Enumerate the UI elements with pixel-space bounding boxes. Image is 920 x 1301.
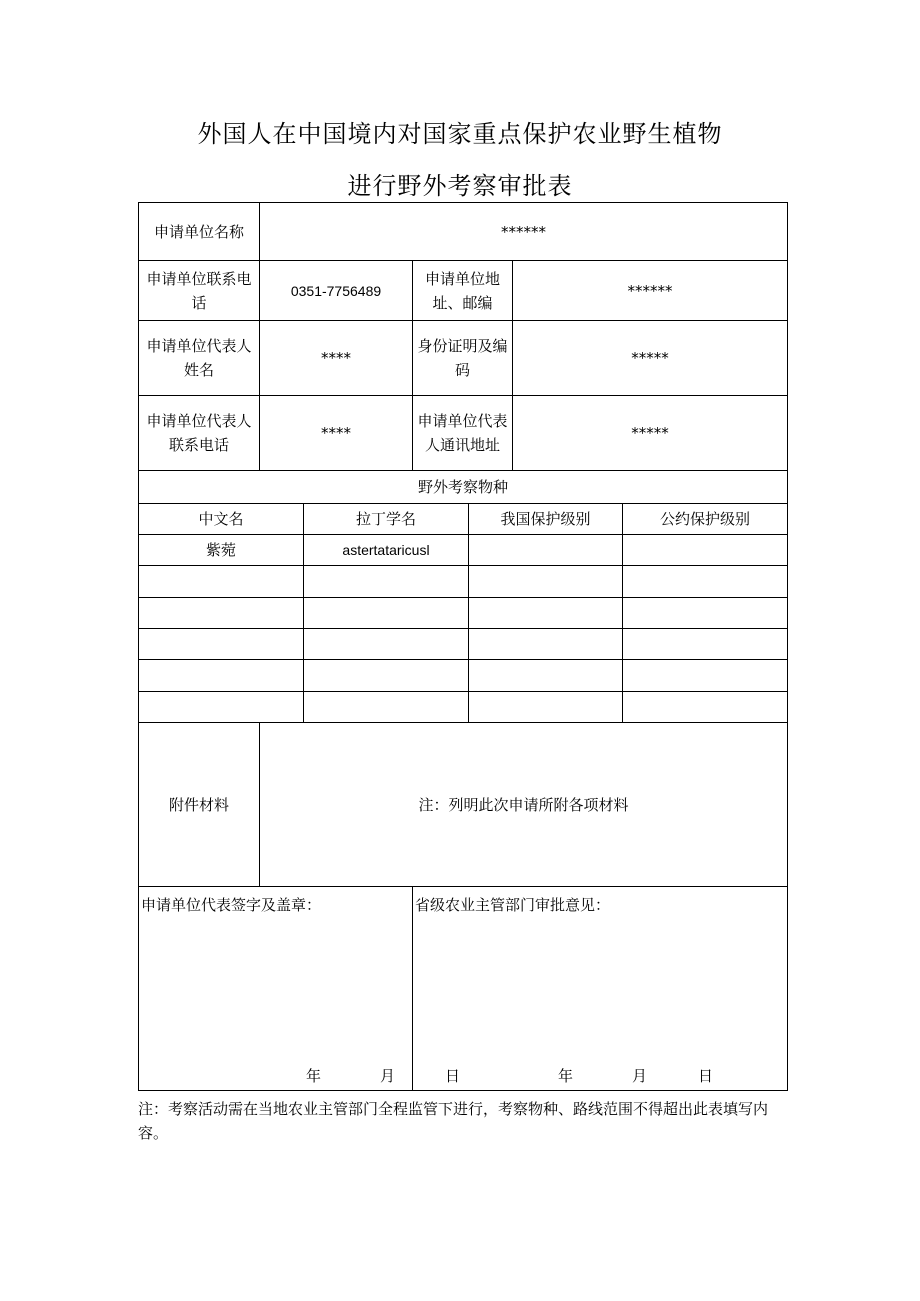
phone-label: 申请单位联系电话	[139, 261, 260, 321]
species-cell	[623, 692, 788, 723]
species-cell	[139, 629, 304, 660]
rep-name-label: 申请单位代表人姓名	[139, 321, 260, 396]
species-cell	[304, 629, 469, 660]
attachments-label: 附件材料	[139, 723, 260, 887]
table-row	[139, 629, 788, 660]
species-cell	[304, 692, 469, 723]
applicant-signature-label: 申请单位代表签字及盖章：	[141, 896, 322, 914]
approval-opinion-cell	[413, 887, 788, 1091]
signature-month: 月	[380, 1067, 396, 1085]
table-row	[139, 566, 788, 598]
species-cell	[139, 660, 304, 692]
footnote: 注：考察活动需在当地农业主管部门全程监管下进行，考察物种、路线范围不得超出此表填写内容。	[138, 1100, 769, 1142]
species-header-national-level: 我国保护级别	[469, 504, 623, 535]
species-cell	[469, 660, 623, 692]
species-section-title: 野外考察物种	[139, 471, 788, 504]
rep-phone-label: 申请单位代表人联系电话	[139, 396, 260, 471]
signature-year: 年	[306, 1067, 322, 1085]
species-cell	[469, 598, 623, 629]
address-value: ******	[513, 261, 788, 321]
approval-form-table	[138, 202, 788, 1091]
species-cell	[304, 566, 469, 598]
approval-day: 日	[698, 1067, 714, 1085]
id-value: *****	[513, 321, 788, 396]
table-row	[139, 535, 788, 566]
species-cell	[139, 598, 304, 629]
species-header-latin-name: 拉丁学名	[304, 504, 469, 535]
species-cell	[469, 535, 623, 566]
approval-year: 年	[558, 1067, 574, 1085]
rep-address-label: 申请单位代表人通讯地址	[413, 396, 513, 471]
signature-day: 日	[445, 1067, 461, 1085]
rep-name-value: ****	[260, 321, 413, 396]
species-header-chinese-name: 中文名	[139, 504, 304, 535]
species-cell	[623, 566, 788, 598]
species-cell: 紫菀	[139, 535, 304, 566]
approval-opinion-label: 省级农业主管部门审批意见：	[415, 896, 611, 914]
table-row	[139, 660, 788, 692]
rep-phone-value: ****	[260, 396, 413, 471]
table-row	[139, 692, 788, 723]
species-cell	[469, 566, 623, 598]
species-cell	[139, 692, 304, 723]
species-cell	[469, 692, 623, 723]
species-cell	[623, 660, 788, 692]
id-label: 身份证明及编码	[413, 321, 513, 396]
phone-value: 0351-7756489	[260, 261, 413, 321]
table-row	[139, 598, 788, 629]
form-title-line-1: 外国人在中国境内对国家重点保护农业野生植物	[197, 120, 723, 148]
applicant-name-value: ******	[260, 203, 788, 261]
form-title-line-2: 进行野外考察审批表	[347, 172, 573, 200]
species-cell: astertataricusl	[304, 535, 469, 566]
species-cell	[139, 566, 304, 598]
species-cell	[623, 629, 788, 660]
species-cell	[304, 660, 469, 692]
species-cell	[623, 598, 788, 629]
species-cell	[469, 629, 623, 660]
address-label: 申请单位地址、邮编	[413, 261, 513, 321]
attachments-note: 注：列明此次申请所附各项材料	[260, 723, 788, 887]
applicant-name-label: 申请单位名称	[139, 203, 260, 261]
applicant-signature-cell	[139, 887, 461, 1091]
species-cell	[304, 598, 469, 629]
species-cell	[623, 535, 788, 566]
approval-month: 月	[632, 1067, 648, 1085]
rep-address-value: *****	[513, 396, 788, 471]
species-header-convention-level: 公约保护级别	[623, 504, 788, 535]
